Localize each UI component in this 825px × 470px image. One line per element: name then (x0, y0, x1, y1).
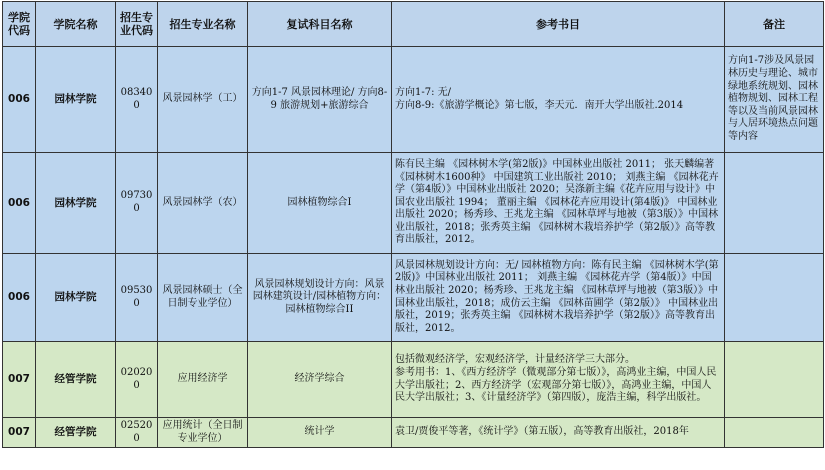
header-subjects: 复试科目名称 (248, 2, 392, 47)
table-row (3, 153, 824, 254)
books-cell: 包括微观经济学，宏观经济学，计量经济学三大部分。 参考用书：1、《西方经济学（微观部分第七版）》，高鸿业主编，中国人民大学出版社；2、西方经济学（宏观部分第七版）》，高鸿业主编，中国人民大学出版社；3、《计量经济学》（第四版），庞浩主编，科学出版社。 (392, 342, 725, 418)
major-code-cell: 025200 (116, 418, 158, 448)
note-cell: 方向1-7涉及风景园林历史与理论、城市绿地系统规划、园林植物规划、园林工程等以及当前风景园林与人居环境热点问题等内容 (725, 47, 824, 153)
major-name-cell: 应用统计（全日制专业学位） (158, 418, 248, 448)
subjects-cell: 风景园林规划设计方向：风景园林建筑设计/园林植物方向：园林植物综合II (248, 254, 392, 342)
major-name-cell: 应用经济学 (158, 342, 248, 418)
header-major-name: 招生专业名称 (158, 2, 248, 47)
header-books: 参考书目 (392, 2, 725, 47)
college-name-cell: 经管学院 (36, 342, 116, 418)
subjects-cell: 方向1-7 风景园林理论/ 方向8-9 旅游规划+旅游综合 (248, 47, 392, 153)
major-code-cell: 097300 (116, 153, 158, 254)
note-cell (725, 342, 824, 418)
header-row (3, 2, 824, 47)
note-cell (725, 254, 824, 342)
college-name-cell: 园林学院 (36, 47, 116, 153)
header-major-code: 招生专业代码 (116, 2, 158, 47)
table-row (3, 342, 824, 418)
table-row (3, 47, 824, 153)
college-code-cell: 006 (3, 254, 36, 342)
books-cell: 风景园林规划设计方向：无/ 园林植物方向：陈有民主编 《园林树木学(第2版)》中国林业出版社 2011； 刘燕主编 《园林花卉学（第4版）》中国林业出版社 2020；杨秀珍、王兆龙主编 《园林草坪与地被（第3版）》中国林业出版社，2018；成仿云主编 《园林苗圃学（第2版）》 中国林业出版社，2019；张秀英主编 《园林树木栽培养护学（第2版）》高等教育出版社，2012。 (392, 254, 725, 342)
subjects-cell: 经济学综合 (248, 342, 392, 418)
table-row (3, 254, 824, 342)
note-cell (725, 153, 824, 254)
college-name-cell: 园林学院 (36, 153, 116, 254)
subjects-cell: 园林植物综合I (248, 153, 392, 254)
header-note: 备注 (725, 2, 824, 47)
college-name-cell: 园林学院 (36, 254, 116, 342)
major-code-cell: 095300 (116, 254, 158, 342)
note-cell (725, 418, 824, 448)
major-code-cell: 083400 (116, 47, 158, 153)
admission-table (2, 1, 824, 448)
books-cell: 方向1-7: 无/ 方向8-9:《旅游学概论》第七版，李天元．南开大学出版社.2014 (392, 47, 725, 153)
major-name-cell: 风景园林学（工） (158, 47, 248, 153)
college-code-cell: 007 (3, 342, 36, 418)
college-code-cell: 006 (3, 47, 36, 153)
college-code-cell: 007 (3, 418, 36, 448)
header-college-name: 学院名称 (36, 2, 116, 47)
books-cell: 陈有民主编 《园林树木学(第2版)》中国林业出版社 2011； 张天麟编著 《园林树木1600种》 中国建筑工业出版社 2010； 刘燕主编 《园林花卉学（第4版）》中国林业出版社 2020；吴涤新主编《花卉应用与设计》中国农业出版社 1994； 董丽主编 《园林花卉应用设计(第4版)》 中国林业出版社 2020；杨秀珍、王兆龙主编 《园林草坪与地被（第3版）》中国林业出版社，2018；张秀英主编 《园林树木栽培养护学（第2版）》高等教育出版社，2012。 (392, 153, 725, 254)
major-name-cell: 风景园林学（农） (158, 153, 248, 254)
major-name-cell: 风景园林硕士（全日制专业学位） (158, 254, 248, 342)
header-college-code: 学院代码 (3, 2, 36, 47)
table-row (3, 418, 824, 448)
subjects-cell: 统计学 (248, 418, 392, 448)
college-name-cell: 经管学院 (36, 418, 116, 448)
college-code-cell: 006 (3, 153, 36, 254)
books-cell: 袁卫/贾俊平等著，《统计学》（第五版），高等教育出版社，2018年 (392, 418, 725, 448)
major-code-cell: 020200 (116, 342, 158, 418)
